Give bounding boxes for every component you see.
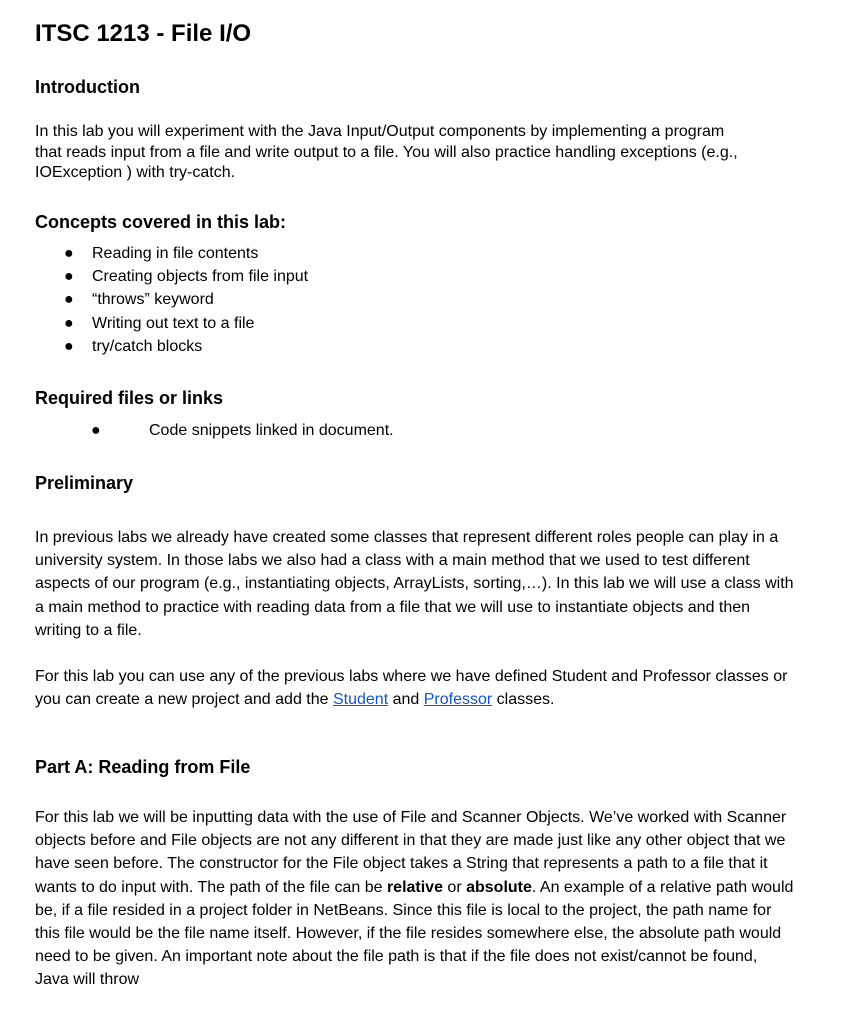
list-item: ● “throws” keyword — [35, 288, 308, 311]
part-a-paragraph: For this lab we will be inputting data with the use of File and Scanner Objects. We’ve worked with Scanner objects before and File objects are not any different in that they are made just like any other object that we have seen before. The constructor for the File object takes a String that represents a path to a file that it wants to do input with. The path of the file can be relative or absolute. An example of a relative path would be, if a file resided in a project folder in NetBeans. Since this file is local to the project, the path name for this file would be the file name itself. However, if the file resides somewhere else, the absolute path would need to be given. An important note about the file path is that if the file does not exist/cannot be found, Java will throw — [35, 809, 794, 989]
concepts-list — [35, 242, 308, 358]
page-title: ITSC 1213 - File I/O — [35, 20, 252, 47]
student-link[interactable]: Student — [332, 691, 389, 709]
required-heading: Required files or links — [35, 388, 224, 408]
required-list — [35, 419, 394, 442]
preliminary-heading: Preliminary — [35, 473, 134, 493]
introduction-text: In this lab you will experiment with the Java Input/Output components by implementing a program that reads input from a file and write output to a file. You will also practice handling exceptions (e.g., IOException ) with try-catch. — [35, 123, 738, 181]
preliminary-paragraph-2: For this lab you can use any of the previous labs where we have defined Student and Professor classes or you can create a new project and add the Student and Professor classes. — [35, 668, 788, 709]
list-item: ● Writing out text to a file — [35, 312, 308, 335]
bullet-icon: ● — [64, 291, 74, 309]
professor-link[interactable]: Professor — [423, 691, 493, 709]
concepts-heading: Concepts covered in this lab: — [35, 212, 287, 232]
bullet-icon: ● — [91, 422, 101, 439]
introduction-heading: Introduction — [35, 77, 140, 97]
preliminary-paragraph-1: In previous labs we already have created some classes that represent different roles people can play in a university system. In those labs we also had a class with a main method that we used to test different aspects of our program (e.g., instantiating objects, ArrayLists, sorting,…). In this lab we will use a class with a main method to practice with reading data from a file that we will use to instantiate objects and then writing to a file. — [35, 529, 794, 639]
list-item: ● Creating objects from file input — [35, 265, 308, 288]
list-item: ● try/catch blocks — [35, 335, 308, 358]
list-item: ● Reading in file contents — [35, 242, 308, 265]
bullet-icon: ● — [64, 245, 74, 262]
bullet-icon: ● — [64, 337, 74, 355]
bullet-icon: ● — [64, 314, 74, 332]
list-item: ● Code snippets linked in document. — [35, 419, 394, 442]
bullet-icon: ● — [64, 268, 74, 286]
part-a-heading: Part A: Reading from File — [35, 757, 251, 777]
